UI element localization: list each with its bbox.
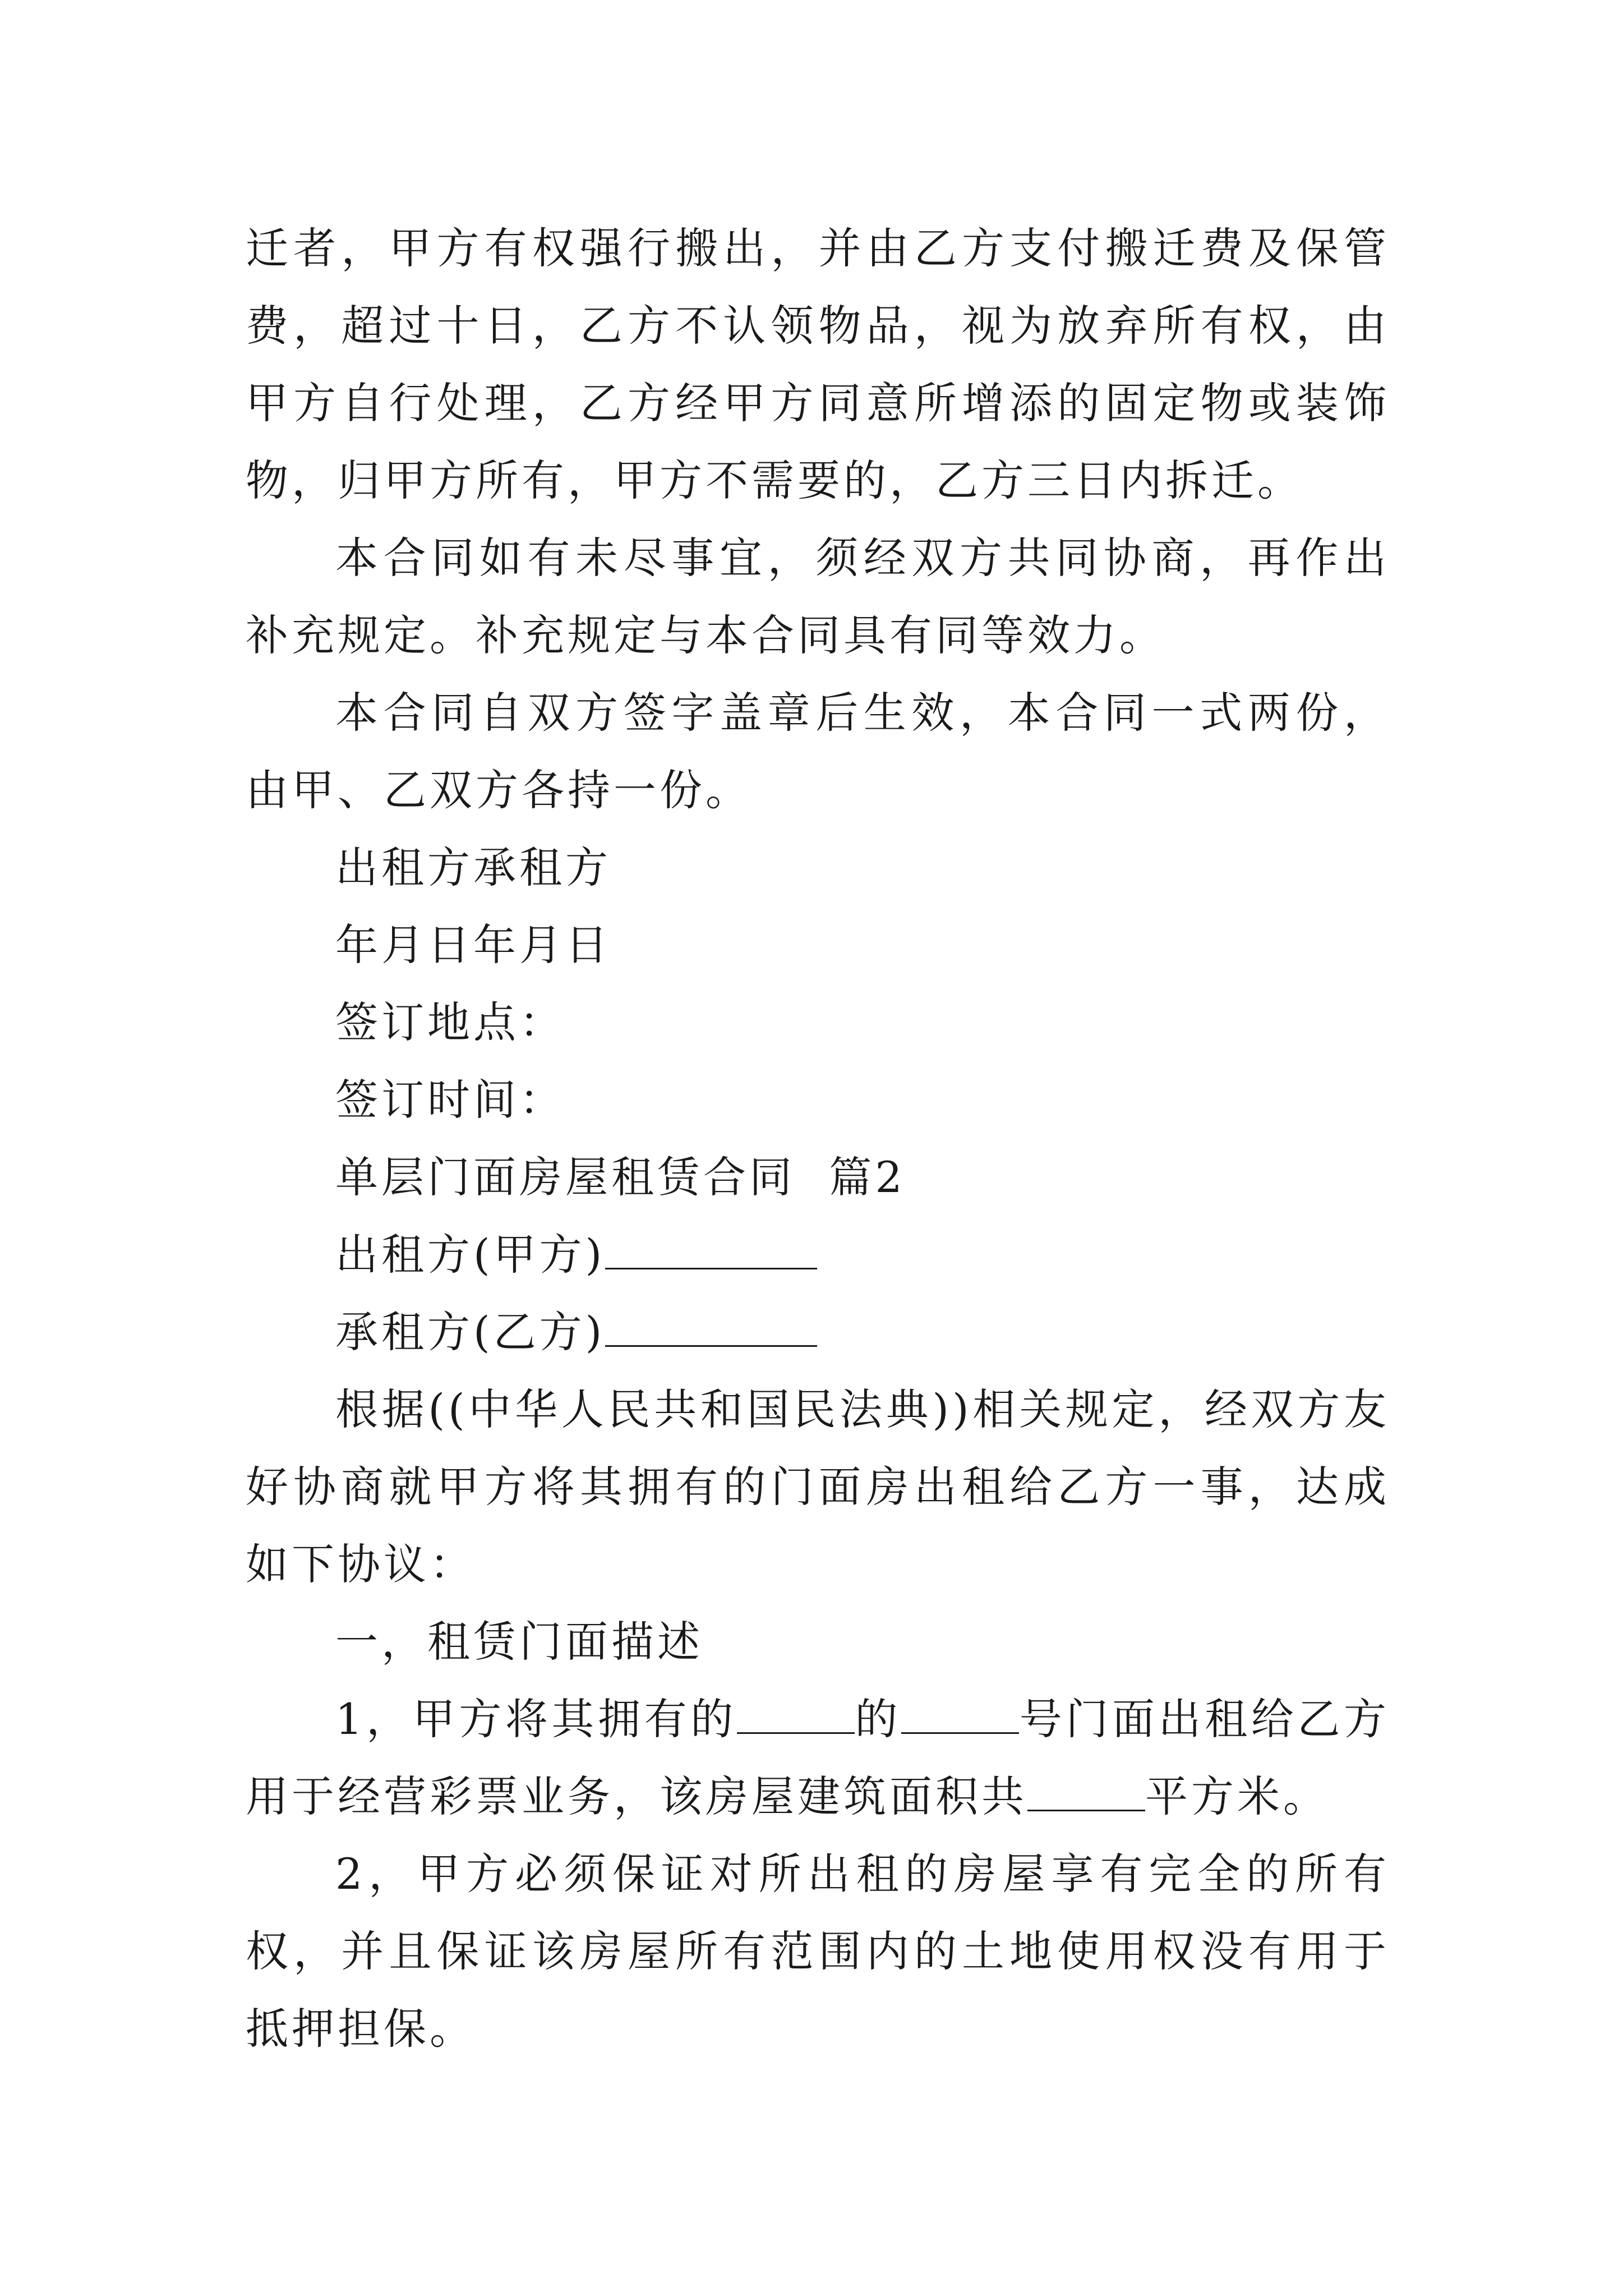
clause-1-part-d: 平方米。	[1145, 1772, 1329, 1821]
paragraph-supplementary-terms: 本合同如有未尽事宜，须经双方共同协商，再作出补充规定。补充规定与本合同具有同等效力。	[246, 533, 1390, 660]
document-body	[246, 210, 1390, 2068]
clause-2-ownership: 2，甲方必须保证对所出租的房屋享有完全的所有权，并且保证该房屋所有范围内的土地使用权没有用于抵押担保。	[246, 1849, 1390, 2054]
location-blank	[737, 1685, 855, 1734]
signing-place: 签订地点：	[335, 997, 565, 1047]
paragraph-relocation-clause: 迁者，甲方有权强行搬出，并由乙方支付搬迁费及保管费，超过十日，乙方不认领物品，视为放弃所有权，由甲方自行处理，乙方经甲方同意所增添的固定物或装饰物，归甲方所有，甲方不需要的，乙方三日内拆迁。	[246, 223, 1390, 505]
clause-1-part-b: 的	[854, 1694, 902, 1744]
signature-dates: 年月日年月日	[335, 920, 611, 970]
signature-parties: 出租方承租方	[335, 843, 611, 892]
section-heading-lease-description: 一，租赁门面描述	[335, 1617, 703, 1667]
clause-1-part-c: 号门面出租给乙方用于经营彩票业务，该房屋建筑面积共	[246, 1694, 1390, 1821]
signing-time: 签订时间：	[335, 1075, 565, 1125]
paragraph-effectiveness: 本合同自双方签字盖章后生效，本合同一式两份，由甲、乙双方各持一份。	[246, 688, 1390, 815]
lessor-label: 出租方(甲方)	[335, 1230, 606, 1280]
lessor-blank	[605, 1221, 817, 1269]
lessee-label: 承租方(乙方)	[335, 1307, 606, 1357]
area-blank	[1027, 1763, 1145, 1811]
clause-1-part-a: 1，甲方将其拥有的	[335, 1694, 737, 1744]
clause-1-premises	[246, 1681, 1390, 1835]
paragraph-legal-basis: 根据((中华人民共和国民法典))相关规定，经双方友好协商就甲方将其拥有的门面房出租给乙方一事，达成如下协议：	[246, 1384, 1390, 1589]
lessee-line	[246, 1294, 1390, 1371]
lessee-blank	[605, 1298, 817, 1347]
lessor-line	[246, 1216, 1390, 1294]
unit-number-blank	[901, 1685, 1019, 1734]
contract-title: 单层门面房屋租赁合同 篇2	[335, 1152, 906, 1202]
